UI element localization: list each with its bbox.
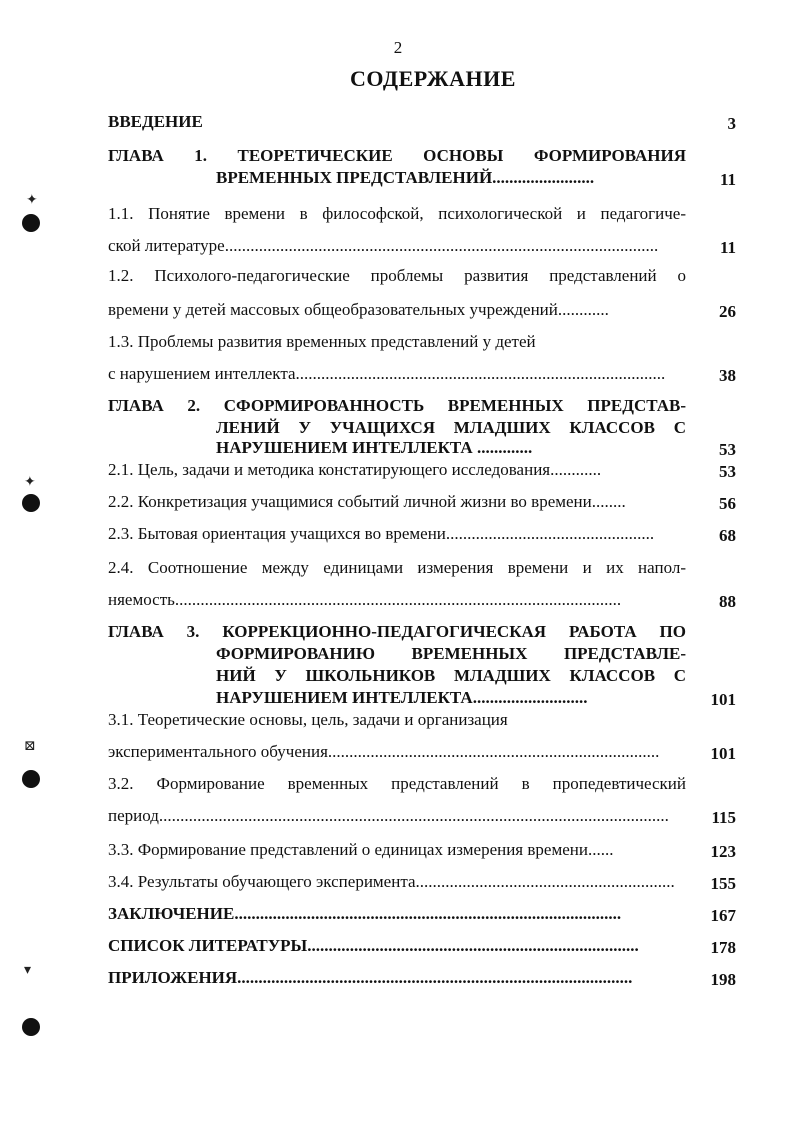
toc-s11-line1: 1.1. Понятие времени в философской, психологической и педагогиче- [108,204,686,223]
toc-s24-line1: 2.4. Соотношение между единицами измерения времени и их напол- [108,558,686,577]
toc-appendix: ПРИЛОЖЕНИЯ............................................................................................. [108,968,633,987]
toc-ch2-line3: НАРУШЕНИЕМ ИНТЕЛЛЕКТА ............. [216,438,533,457]
binder-hole-mark [22,214,40,232]
toc-s11-line2: ской литературе...................................................................................................... [108,236,659,255]
toc-s23-label: 2.3. Бытовая ориентация учащихся во времени [108,524,446,543]
toc-s12-line2-text: времени у детей массовых общеобразовательных учреждений [108,300,558,319]
toc-s32-line2: период........................................................................................................................ [108,806,669,825]
binder-hole-mark [22,770,40,788]
toc-s11-line2-text: ской литературе [108,236,225,255]
toc-s13-page: 38 [719,366,736,385]
toc-intro-label: ВВЕДЕНИЕ [108,112,203,131]
toc-s22-label: 2.2. Конкретизация учащимися событий личной жизни во времени [108,492,592,511]
toc-s12-line2: времени у детей массовых общеобразовательных учреждений............ [108,300,609,319]
binder-hole-mark [22,494,40,512]
toc-s13-line2-text: с нарушением интеллекта [108,364,296,383]
toc-s21-page: 53 [719,462,736,481]
toc-s13-line2: с нарушением интеллекта....................................................................................... [108,364,666,383]
page-title: СОДЕРЖАНИЕ [350,66,516,91]
toc-s12-line1: 1.2. Психолого-педагогические проблемы развития представлений о [108,266,686,285]
toc-ch3-line1: ГЛАВА 3. КОРРЕКЦИОННО-ПЕДАГОГИЧЕСКАЯ РАБОТА ПО [108,622,686,641]
toc-ch3-line4: НАРУШЕНИЕМ ИНТЕЛЛЕКТА........................... [216,688,588,707]
toc-s23-page: 68 [719,526,736,545]
toc-s33-page: 123 [710,842,736,861]
toc-s31-line2-text: экспериментального обучения [108,742,328,761]
toc-s33-label: 3.3. Формирование представлений о единицах измерения времени [108,840,588,859]
toc-s32-line1: 3.2. Формирование временных представлений в пропедевтический [108,774,686,793]
toc-ch1-page: 11 [719,170,736,189]
toc-ch2-line3-text: НАРУШЕНИЕМ ИНТЕЛЛЕКТА [216,438,473,457]
scan-artifact-icon: ⊠ [24,739,36,754]
toc-s12-page: 26 [719,302,736,321]
scan-artifact-icon: ▾ [24,963,32,978]
toc-s32-line2-text: период [108,806,159,825]
page-number: 2 [393,38,403,57]
toc-conclusion-page: 167 [710,906,736,925]
toc-s32-page: 115 [711,808,736,827]
toc-ch2-line2: ЛЕНИЙ У УЧАЩИХСЯ МЛАДШИХ КЛАССОВ С [216,418,686,437]
toc-ch2-page: 53 [719,440,736,459]
toc-s22-page: 56 [719,494,736,513]
toc-s33: 3.3. Формирование представлений о единицах измерения времени...... [108,840,614,859]
toc-ch3-line4-text: НАРУШЕНИЕМ ИНТЕЛЛЕКТА [216,688,473,707]
scan-artifact-icon: ✦ [24,475,36,490]
toc-intro [108,112,688,132]
toc-ch1-line1: ГЛАВА 1. ТЕОРЕТИЧЕСКИЕ ОСНОВЫ ФОРМИРОВАНИЯ [108,146,686,165]
toc-ch3-line3: НИЙ У ШКОЛЬНИКОВ МЛАДШИХ КЛАССОВ С [216,666,686,685]
toc-s22: 2.2. Конкретизация учащимися событий личной жизни во времени........ [108,492,626,511]
toc-s13-line1: 1.3. Проблемы развития временных представлений у детей [108,332,536,351]
toc-ch3-line2: ФОРМИРОВАНИЮ ВРЕМЕННЫХ ПРЕДСТАВЛЕ- [216,644,686,663]
toc-s24-line2-text: няемость [108,590,175,609]
toc-s23: 2.3. Бытовая ориентация учащихся во времени................................................. [108,524,655,543]
toc-s21: 2.1. Цель, задачи и методика констатирующего исследования............ [108,460,602,479]
toc-s24-page: 88 [719,592,736,611]
toc-ch1-line2-text: ВРЕМЕННЫХ ПРЕДСТАВЛЕНИЙ [216,168,493,187]
toc-ch2-line1: ГЛАВА 2. СФОРМИРОВАННОСТЬ ВРЕМЕННЫХ ПРЕДСТАВ- [108,396,686,415]
toc-appendix-page: 198 [710,970,736,989]
toc-s21-label: 2.1. Цель, задачи и методика констатирующего исследования [108,460,551,479]
toc-references-page: 178 [710,938,736,957]
toc-s34-page: 155 [710,874,736,893]
binder-hole-mark [22,1018,40,1036]
toc-s34-label: 3.4. Результаты обучающего эксперимента [108,872,416,891]
toc-references: СПИСОК ЛИТЕРАТУРЫ.............................................................................. [108,936,639,955]
toc-s31-line1: 3.1. Теоретические основы, цель, задачи и организация [108,710,508,729]
toc-s24-line2: няемость......................................................................................................... [108,590,622,609]
toc-conclusion-label: ЗАКЛЮЧЕНИЕ [108,904,235,923]
toc-conclusion: ЗАКЛЮЧЕНИЕ........................................................................................... [108,904,622,923]
scan-artifact-icon: ✦ [26,193,38,208]
toc-appendix-label: ПРИЛОЖЕНИЯ [108,968,238,987]
toc-s34: 3.4. Результаты обучающего эксперимента............................................................. [108,872,675,891]
toc-references-label: СПИСОК ЛИТЕРАТУРЫ [108,936,308,955]
toc-intro-page: 3 [727,114,736,133]
toc-ch3-page: 101 [710,690,736,709]
toc-ch1-line2: ВРЕМЕННЫХ ПРЕДСТАВЛЕНИЙ........................ [216,168,595,187]
toc-s31-page: 101 [710,744,736,763]
toc-s31-line2: экспериментального обучения.............................................................................. [108,742,660,761]
toc-s11-page: 11 [719,238,736,257]
